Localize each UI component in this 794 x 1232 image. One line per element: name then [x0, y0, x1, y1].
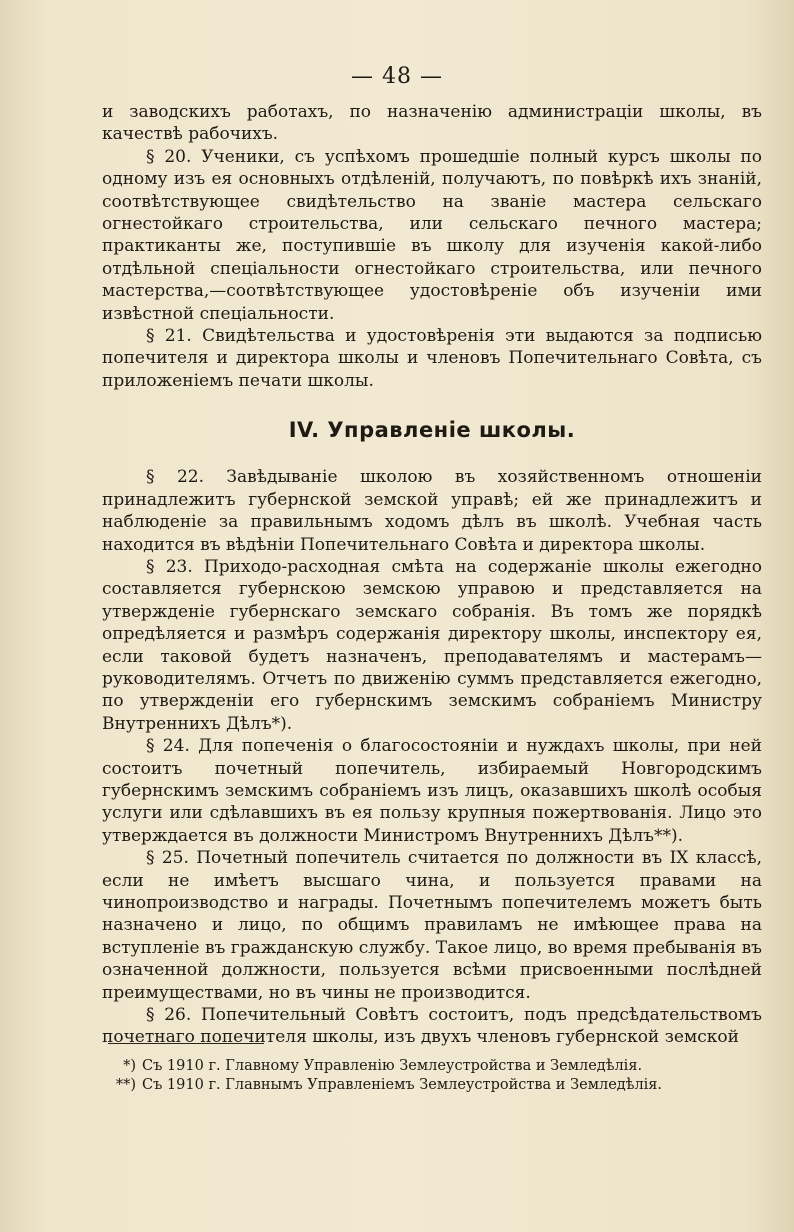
- footnote-text: Съ 1910 г. Главному Управленію Землеустройства и Земледѣлія.: [142, 1058, 643, 1074]
- paragraph-section-21: § 21. Свидѣтельства и удостовѣренія эти выдаются за подписью попечителя и директора школы и членовъ Попечительнаго Совѣта, съ приложеніемъ печати школы.: [102, 326, 762, 391]
- footnote-2: [114, 1076, 714, 1095]
- footnote-text: Съ 1910 г. Главнымъ Управленіемъ Землеустройства и Земледѣлія.: [142, 1077, 663, 1093]
- paragraph-continuation: и заводскихъ работахъ, по назначенію администраціи школы, въ качествѣ рабочихъ.: [102, 102, 762, 145]
- footnote-marker: **): [115, 1077, 136, 1093]
- footnotes: [114, 1057, 714, 1095]
- footnote-1: [114, 1057, 714, 1076]
- paragraph-section-24: § 24. Для попеченія о благосостояніи и нуждахъ школы, при ней состоитъ почетный попечитель, избираемый Новгородскимъ губернскимъ земскимъ собраніемъ изъ лицъ, оказавшихъ школѣ особыя услуги или сдѣлавшихъ въ ея пользу крупныя пожертвованія. Лицо это утверждается въ должности Министромъ Внутреннихъ Дѣлъ**).: [102, 736, 762, 846]
- footnote-marker: *): [123, 1058, 136, 1074]
- page-number: — 48 —: [351, 64, 443, 89]
- paragraph-section-25: § 25. Почетный попечитель считается по должности въ IX классѣ, если не имѣетъ высшаго чина, и пользуется правами на чинопроизводство и награды. Почетнымъ попечителемъ можетъ быть назначено и лицо, по общимъ правиламъ не имѣющее права на вступленіе въ гражданскую службу. Такое лицо, во время пребыванія въ означенной должности, пользуется всѣми присвоенными послѣдней преимуществами, но въ чины не производится.: [102, 848, 762, 1003]
- main-text: [102, 101, 762, 1049]
- paragraph-section-26: § 26. Попечительный Совѣтъ состоитъ, подъ предсѣдательствомъ почетнаго попечителя школы, изъ двухъ членовъ губернской земской: [102, 1005, 762, 1048]
- section-heading: IV. Управленіе школы.: [288, 418, 576, 443]
- paragraph-section-22: § 22. Завѣдываніе школою въ хозяйственномъ отношеніи принадлежитъ губернской земской управѣ; ей же принадлежитъ и наблюденіе за правильнымъ ходомъ дѣлъ въ школѣ. Учебная часть находится въ вѣдѣніи Попечительнаго Совѣта и директора школы.: [102, 467, 762, 555]
- paragraph-section-23: § 23. Приходо-расходная смѣта на содержаніе школы ежегодно составляется губернскою земскою управою и представляется на утвержденіе губернскаго земскаго собранія. Въ томъ же порядкѣ опредѣляется и размѣръ содержанія директору школы, инспектору ея, если таковой будетъ назначенъ, преподавателямъ и мастерамъ—руководителямъ. Отчетъ по движенію суммъ представляется ежегодно, по утвержденіи его губернскимъ земскимъ собраніемъ Министру Внутреннихъ Дѣлъ*).: [102, 556, 762, 734]
- paragraph-section-20: § 20. Ученики, съ успѣхомъ прошедшіе полный курсъ школы по одному изъ ея основныхъ отдѣленій, получаютъ, по повѣркѣ ихъ знаній, соотвѣтствующее свидѣтельство на званіе мастера сельскаго огнестойкаго строительства, или сельскаго печного мастера; практиканты же, поступившіе въ школу для изученія какой-либо отдѣльной спеціальности огнестойкаго строительства, или печного мастерства,—соотвѣтствующее удостовѣреніе объ изученіи ими извѣстной спеціальности.: [102, 146, 762, 324]
- footnote-divider: [108, 1043, 264, 1044]
